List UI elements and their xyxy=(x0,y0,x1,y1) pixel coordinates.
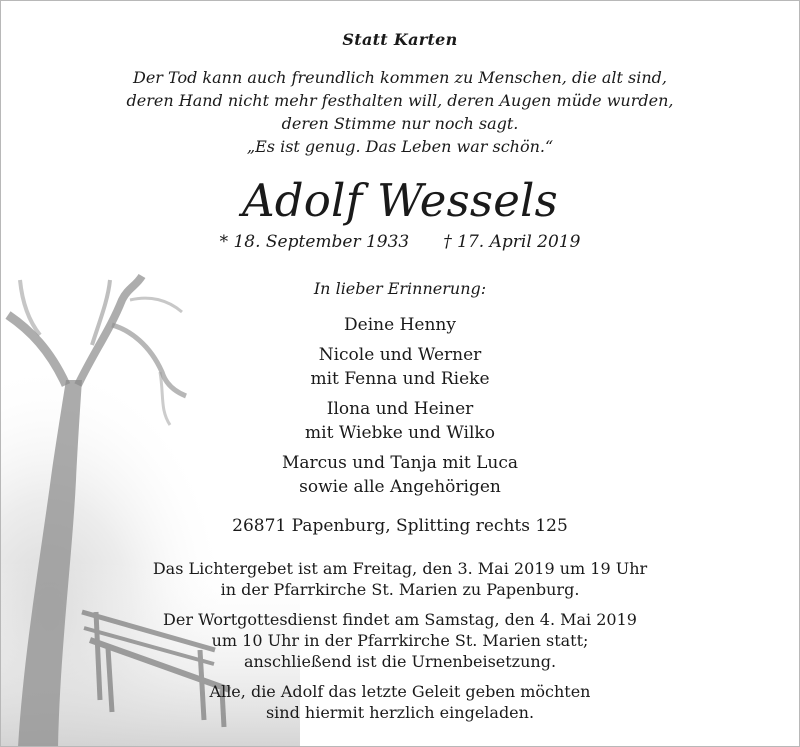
notice-line: Alle, die Adolf das letzte Geleit geben möchten xyxy=(209,682,591,701)
mourner-line: Ilona und Heiner xyxy=(326,399,474,419)
life-dates xyxy=(0,232,800,252)
mourner-line: Marcus und Tanja mit Luca xyxy=(281,453,519,473)
header-title: Statt Karten xyxy=(342,30,458,49)
deceased-name: Adolf Wessels xyxy=(242,174,558,227)
notice-line: Der Wortgottesdienst findet am Samstag, den 4. Mai 2019 xyxy=(163,610,637,629)
death-date: † 17. April 2019 xyxy=(443,232,581,252)
mourner-line: sowie alle Angehörigen xyxy=(299,477,501,497)
notice-line: in der Pfarrkirche St. Marien zu Papenburg. xyxy=(220,580,580,599)
birth-date: * 18. September 1933 xyxy=(219,232,410,252)
notice-line: Das Lichtergebet ist am Freitag, den 3. Mai 2019 um 19 Uhr xyxy=(152,559,648,578)
poem-line: Der Tod kann auch freundlich kommen zu Menschen, die alt sind, xyxy=(133,68,667,87)
poem-line: deren Stimme nur noch sagt. xyxy=(281,114,519,133)
mourner-line: Deine Henny xyxy=(344,315,456,335)
notice-line: sind hiermit herzlich eingeladen. xyxy=(265,703,535,722)
address: 26871 Papenburg, Splitting rechts 125 xyxy=(232,516,568,536)
memory-heading: In lieber Erinnerung: xyxy=(313,279,487,298)
poem-line: „Es ist genug. Das Leben war schön.“ xyxy=(246,137,554,156)
notice-line: anschließend ist die Urnenbeisetzung. xyxy=(243,652,557,671)
poem-line: deren Hand nicht mehr festhalten will, deren Augen müde wurden, xyxy=(126,91,674,110)
mourner-line: mit Fenna und Rieke xyxy=(310,369,490,389)
mourner-line: Nicole und Werner xyxy=(318,345,482,365)
mourner-line: mit Wiebke und Wilko xyxy=(305,423,495,443)
notice-line: um 10 Uhr in der Pfarrkirche St. Marien statt; xyxy=(211,631,589,650)
